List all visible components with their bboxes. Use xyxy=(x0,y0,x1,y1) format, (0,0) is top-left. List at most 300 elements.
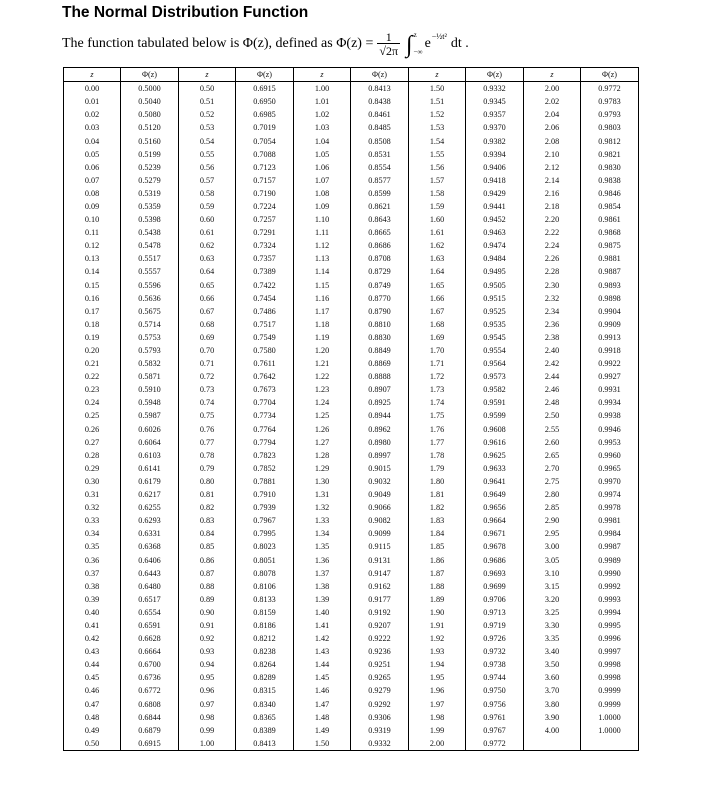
table-row xyxy=(64,357,639,370)
phi-value-cell: 0.8340 xyxy=(236,698,294,711)
z-value-cell: 1.61 xyxy=(409,226,466,239)
phi-value-cell: 0.9998 xyxy=(581,671,639,684)
z-value-cell: 1.88 xyxy=(409,580,466,593)
z-value-cell: 1.29 xyxy=(294,462,351,475)
phi-value-cell: 0.9990 xyxy=(581,567,639,580)
z-value-cell: 0.48 xyxy=(64,711,121,724)
phi-value-cell: 0.9821 xyxy=(581,148,639,161)
phi-value-cell: 0.7995 xyxy=(236,527,294,540)
lower-limit: −∞ xyxy=(413,48,423,56)
z-value-cell: 1.55 xyxy=(409,148,466,161)
z-value-cell: 1.42 xyxy=(294,632,351,645)
z-value-cell: 0.86 xyxy=(179,553,236,566)
z-value-cell: 1.84 xyxy=(409,527,466,540)
z-header: z xyxy=(409,68,466,82)
z-value-cell: 1.52 xyxy=(409,108,466,121)
z-value-cell: 0.71 xyxy=(179,357,236,370)
phi-value-cell: 0.9554 xyxy=(466,344,524,357)
z-value-cell: 1.45 xyxy=(294,671,351,684)
phi-value-cell: 0.9999 xyxy=(581,684,639,697)
table-row xyxy=(64,318,639,331)
phi-value-cell: 0.6064 xyxy=(121,436,179,449)
z-value-cell: 0.78 xyxy=(179,449,236,462)
table-row xyxy=(64,213,639,226)
z-header: z xyxy=(64,68,121,82)
table-row xyxy=(64,148,639,161)
phi-value-cell: 0.9192 xyxy=(351,606,409,619)
z-value-cell: 0.16 xyxy=(64,292,121,305)
z-value-cell: 1.49 xyxy=(294,724,351,737)
z-value-cell: 1.12 xyxy=(294,239,351,252)
phi-value-cell: 0.8980 xyxy=(351,436,409,449)
phi-value-cell: 0.8643 xyxy=(351,213,409,226)
phi-value-cell: 0.6628 xyxy=(121,632,179,645)
phi-value-cell: 0.9441 xyxy=(466,200,524,213)
z-value-cell: 1.23 xyxy=(294,383,351,396)
phi-value-cell: 0.9995 xyxy=(581,619,639,632)
z-value-cell: 0.63 xyxy=(179,252,236,265)
z-value-cell: 1.20 xyxy=(294,344,351,357)
phi-value-cell: 0.9099 xyxy=(351,527,409,540)
z-value-cell: 0.60 xyxy=(179,213,236,226)
z-value-cell: 0.91 xyxy=(179,619,236,632)
phi-value-cell: 0.9265 xyxy=(351,671,409,684)
table-row xyxy=(64,462,639,475)
z-value-cell: 2.02 xyxy=(524,95,581,108)
phi-value-cell: 0.9756 xyxy=(466,698,524,711)
z-value-cell: 1.44 xyxy=(294,658,351,671)
z-value-cell: 0.61 xyxy=(179,226,236,239)
z-value-cell: 0.05 xyxy=(64,148,121,161)
phi-value-cell: 0.9726 xyxy=(466,632,524,645)
z-value-cell: 0.82 xyxy=(179,501,236,514)
phi-value-cell: 0.9452 xyxy=(466,213,524,226)
z-value-cell: 3.60 xyxy=(524,671,581,684)
phi-value-cell: 0.7764 xyxy=(236,423,294,436)
z-value-cell: 0.22 xyxy=(64,370,121,383)
z-value-cell: 1.94 xyxy=(409,658,466,671)
z-value-cell: 1.43 xyxy=(294,645,351,658)
phi-value-cell: 0.9345 xyxy=(466,95,524,108)
phi-value-cell: 0.6736 xyxy=(121,671,179,684)
z-value-cell: 1.15 xyxy=(294,279,351,292)
phi-value-cell: 0.9783 xyxy=(581,95,639,108)
table-row xyxy=(64,121,639,134)
integral-sign: ∫ xyxy=(406,31,413,58)
phi-value-cell: 0.9236 xyxy=(351,645,409,658)
z-value-cell: 0.81 xyxy=(179,488,236,501)
phi-value-cell: 0.8264 xyxy=(236,658,294,671)
exponential-term xyxy=(424,32,447,52)
phi-value-cell: 0.8389 xyxy=(236,724,294,737)
phi-value-cell: 0.9147 xyxy=(351,567,409,580)
table-row xyxy=(64,292,639,305)
table-row xyxy=(64,226,639,239)
z-value-cell: 0.13 xyxy=(64,252,121,265)
z-value-cell: 0.87 xyxy=(179,567,236,580)
z-value-cell: 0.67 xyxy=(179,305,236,318)
z-value-cell: 3.70 xyxy=(524,684,581,697)
z-value-cell: 2.18 xyxy=(524,200,581,213)
phi-value-cell: 0.8907 xyxy=(351,383,409,396)
phi-value-cell: 0.7190 xyxy=(236,187,294,200)
phi-value-cell: 0.5398 xyxy=(121,213,179,226)
phi-value-cell: 0.9887 xyxy=(581,265,639,278)
z-value-cell: 0.97 xyxy=(179,698,236,711)
phi-value-cell: 0.9965 xyxy=(581,462,639,475)
z-value-cell: 1.56 xyxy=(409,161,466,174)
table-row xyxy=(64,658,639,671)
z-value-cell: 2.48 xyxy=(524,396,581,409)
integral-limits xyxy=(414,32,423,56)
phi-value-cell: 0.8708 xyxy=(351,252,409,265)
phi-value-cell: 0.7422 xyxy=(236,279,294,292)
z-value-cell: 1.63 xyxy=(409,252,466,265)
phi-value-cell: 0.8749 xyxy=(351,279,409,292)
phi-value-cell: 0.6915 xyxy=(236,82,294,96)
z-value-cell: 0.24 xyxy=(64,396,121,409)
phi-value-cell: 0.9931 xyxy=(581,383,639,396)
z-value-cell: 3.35 xyxy=(524,632,581,645)
z-value-cell: 1.50 xyxy=(294,737,351,751)
phi-value-cell: 0.8770 xyxy=(351,292,409,305)
phi-value-cell: 0.7257 xyxy=(236,213,294,226)
phi-value-cell: 0.8810 xyxy=(351,318,409,331)
phi-value-cell xyxy=(581,737,639,751)
table-row xyxy=(64,684,639,697)
phi-value-cell: 0.9875 xyxy=(581,239,639,252)
phi-value-cell: 0.7611 xyxy=(236,357,294,370)
page-title: The Normal Distribution Function xyxy=(62,4,309,21)
table-row xyxy=(64,134,639,147)
z-value-cell: 1.22 xyxy=(294,370,351,383)
phi-value-cell: 0.5596 xyxy=(121,279,179,292)
z-value-cell: 1.26 xyxy=(294,423,351,436)
table-row xyxy=(64,553,639,566)
phi-value-cell: 0.5714 xyxy=(121,318,179,331)
z-value-cell: 1.14 xyxy=(294,265,351,278)
phi-header: Φ(z) xyxy=(236,68,294,82)
z-value-cell: 1.70 xyxy=(409,344,466,357)
table-row xyxy=(64,252,639,265)
phi-value-cell: 0.5160 xyxy=(121,134,179,147)
z-value-cell: 1.73 xyxy=(409,383,466,396)
z-value-cell: 3.20 xyxy=(524,593,581,606)
phi-value-cell: 0.6443 xyxy=(121,567,179,580)
z-value-cell: 0.35 xyxy=(64,540,121,553)
phi-value-cell: 0.9222 xyxy=(351,632,409,645)
z-value-cell: 3.90 xyxy=(524,711,581,724)
differential: dt . xyxy=(450,36,469,51)
z-value-cell: 0.31 xyxy=(64,488,121,501)
table-row xyxy=(64,449,639,462)
phi-value-cell: 0.8888 xyxy=(351,370,409,383)
z-value-cell: 0.30 xyxy=(64,475,121,488)
z-value-cell: 1.53 xyxy=(409,121,466,134)
phi-value-cell: 0.9370 xyxy=(466,121,524,134)
z-value-cell: 1.03 xyxy=(294,121,351,134)
z-value-cell: 0.36 xyxy=(64,553,121,566)
z-value-cell: 1.95 xyxy=(409,671,466,684)
phi-value-cell: 0.5239 xyxy=(121,161,179,174)
z-value-cell: 3.10 xyxy=(524,567,581,580)
phi-value-cell: 0.5359 xyxy=(121,200,179,213)
z-value-cell: 3.50 xyxy=(524,658,581,671)
phi-value-cell: 0.9918 xyxy=(581,344,639,357)
z-value-cell: 1.64 xyxy=(409,265,466,278)
fraction-denominator: √2π xyxy=(379,44,399,58)
phi-value-cell: 0.9893 xyxy=(581,279,639,292)
z-value-cell: 1.01 xyxy=(294,95,351,108)
z-value-cell: 1.40 xyxy=(294,606,351,619)
phi-value-cell: 0.9032 xyxy=(351,475,409,488)
phi-value-cell: 0.9989 xyxy=(581,553,639,566)
phi-value-cell: 0.9429 xyxy=(466,187,524,200)
phi-value-cell: 0.9994 xyxy=(581,606,639,619)
z-value-cell: 1.74 xyxy=(409,396,466,409)
z-value-cell: 2.08 xyxy=(524,134,581,147)
z-value-cell: 1.81 xyxy=(409,488,466,501)
z-value-cell: 1.32 xyxy=(294,501,351,514)
phi-value-cell: 0.8790 xyxy=(351,305,409,318)
z-value-cell: 2.00 xyxy=(409,737,466,751)
phi-value-cell: 0.9846 xyxy=(581,187,639,200)
phi-value-cell: 0.6103 xyxy=(121,449,179,462)
phi-value-cell: 0.9946 xyxy=(581,423,639,436)
z-value-cell: 1.38 xyxy=(294,580,351,593)
phi-value-cell: 0.7549 xyxy=(236,331,294,344)
z-value-cell: 1.51 xyxy=(409,95,466,108)
phi-value-cell: 0.7088 xyxy=(236,148,294,161)
z-value-cell: 1.30 xyxy=(294,475,351,488)
z-value-cell: 1.83 xyxy=(409,514,466,527)
table-row xyxy=(64,645,639,658)
z-header: z xyxy=(179,68,236,82)
phi-value-cell: 0.9803 xyxy=(581,121,639,134)
z-value-cell: 1.59 xyxy=(409,200,466,213)
z-value-cell: 0.21 xyxy=(64,357,121,370)
phi-value-cell: 0.6368 xyxy=(121,540,179,553)
phi-value-cell: 0.9207 xyxy=(351,619,409,632)
phi-value-cell: 0.6915 xyxy=(121,737,179,751)
phi-value-cell: 0.9992 xyxy=(581,580,639,593)
phi-value-cell: 0.8051 xyxy=(236,553,294,566)
z-value-cell: 1.18 xyxy=(294,318,351,331)
phi-value-cell: 0.9998 xyxy=(581,658,639,671)
z-value-cell: 1.82 xyxy=(409,501,466,514)
z-value-cell: 0.15 xyxy=(64,279,121,292)
table-row xyxy=(64,698,639,711)
phi-value-cell: 0.9693 xyxy=(466,567,524,580)
table-row xyxy=(64,475,639,488)
phi-value-cell: 1.0000 xyxy=(581,711,639,724)
z-value-cell: 0.98 xyxy=(179,711,236,724)
phi-value-cell: 0.9927 xyxy=(581,370,639,383)
z-value-cell: 0.11 xyxy=(64,226,121,239)
z-value-cell: 0.92 xyxy=(179,632,236,645)
z-value-cell: 2.32 xyxy=(524,292,581,305)
table-row xyxy=(64,239,639,252)
phi-value-cell: 0.6141 xyxy=(121,462,179,475)
phi-value-cell: 0.9772 xyxy=(581,82,639,96)
phi-value-cell: 0.9251 xyxy=(351,658,409,671)
z-value-cell: 0.44 xyxy=(64,658,121,671)
z-value-cell: 1.85 xyxy=(409,540,466,553)
phi-value-cell: 0.8508 xyxy=(351,134,409,147)
phi-value-cell: 0.7939 xyxy=(236,501,294,514)
phi-value-cell: 0.6517 xyxy=(121,593,179,606)
z-value-cell: 0.90 xyxy=(179,606,236,619)
z-value-cell: 0.01 xyxy=(64,95,121,108)
z-value-cell: 2.06 xyxy=(524,121,581,134)
z-value-cell: 2.44 xyxy=(524,370,581,383)
z-value-cell: 0.99 xyxy=(179,724,236,737)
phi-value-cell: 0.5636 xyxy=(121,292,179,305)
phi-value-cell: 0.9868 xyxy=(581,226,639,239)
z-value-cell: 1.92 xyxy=(409,632,466,645)
phi-value-cell: 0.7734 xyxy=(236,409,294,422)
z-value-cell: 0.62 xyxy=(179,239,236,252)
phi-value-cell: 0.7389 xyxy=(236,265,294,278)
phi-value-cell: 0.6844 xyxy=(121,711,179,724)
z-value-cell: 1.31 xyxy=(294,488,351,501)
z-value-cell: 0.65 xyxy=(179,279,236,292)
table-row xyxy=(64,108,639,121)
phi-value-cell: 0.9854 xyxy=(581,200,639,213)
phi-value-cell: 0.6026 xyxy=(121,423,179,436)
phi-value-cell: 0.9279 xyxy=(351,684,409,697)
z-value-cell: 1.11 xyxy=(294,226,351,239)
phi-value-cell: 0.6554 xyxy=(121,606,179,619)
phi-value-cell: 0.7823 xyxy=(236,449,294,462)
z-value-cell: 0.89 xyxy=(179,593,236,606)
z-value-cell: 0.70 xyxy=(179,344,236,357)
phi-value-cell: 0.6879 xyxy=(121,724,179,737)
phi-value-cell: 0.6480 xyxy=(121,580,179,593)
table-row xyxy=(64,174,639,187)
z-value-cell: 2.22 xyxy=(524,226,581,239)
z-value-cell: 2.00 xyxy=(524,82,581,96)
z-value-cell: 1.69 xyxy=(409,331,466,344)
z-value-cell: 0.72 xyxy=(179,370,236,383)
phi-value-cell: 0.7357 xyxy=(236,252,294,265)
phi-value-cell: 0.8531 xyxy=(351,148,409,161)
phi-value-cell: 0.7517 xyxy=(236,318,294,331)
z-value-cell: 1.86 xyxy=(409,553,466,566)
phi-value-cell: 0.5910 xyxy=(121,383,179,396)
phi-value-cell: 0.8577 xyxy=(351,174,409,187)
phi-value-cell: 0.8212 xyxy=(236,632,294,645)
phi-value-cell: 0.6950 xyxy=(236,95,294,108)
phi-value-cell: 0.9913 xyxy=(581,331,639,344)
phi-value-cell: 0.5080 xyxy=(121,108,179,121)
z-value-cell: 3.25 xyxy=(524,606,581,619)
phi-value-cell: 0.8686 xyxy=(351,239,409,252)
z-value-cell xyxy=(524,737,581,751)
z-value-cell: 0.25 xyxy=(64,409,121,422)
table-row xyxy=(64,711,639,724)
phi-value-cell: 0.9505 xyxy=(466,279,524,292)
phi-value-cell: 0.7054 xyxy=(236,134,294,147)
z-value-cell: 0.27 xyxy=(64,436,121,449)
z-value-cell: 0.42 xyxy=(64,632,121,645)
z-value-cell: 0.38 xyxy=(64,580,121,593)
z-value-cell: 0.02 xyxy=(64,108,121,121)
z-value-cell: 0.76 xyxy=(179,423,236,436)
z-value-cell: 2.12 xyxy=(524,161,581,174)
z-value-cell: 1.33 xyxy=(294,514,351,527)
z-value-cell: 3.40 xyxy=(524,645,581,658)
phi-value-cell: 0.8729 xyxy=(351,265,409,278)
z-value-cell: 0.14 xyxy=(64,265,121,278)
z-value-cell: 1.65 xyxy=(409,279,466,292)
phi-value-cell: 0.9953 xyxy=(581,436,639,449)
z-value-cell: 2.65 xyxy=(524,449,581,462)
table-row xyxy=(64,514,639,527)
phi-value-cell: 0.9319 xyxy=(351,724,409,737)
z-value-cell: 2.10 xyxy=(524,148,581,161)
table-row xyxy=(64,396,639,409)
phi-value-cell: 0.8438 xyxy=(351,95,409,108)
phi-value-cell: 0.9406 xyxy=(466,161,524,174)
phi-value-cell: 0.9898 xyxy=(581,292,639,305)
table-row xyxy=(64,200,639,213)
z-value-cell: 0.45 xyxy=(64,671,121,684)
phi-header: Φ(z) xyxy=(351,68,409,82)
phi-value-cell: 0.8078 xyxy=(236,567,294,580)
phi-value-cell: 1.0000 xyxy=(581,724,639,737)
table-row xyxy=(64,423,639,436)
z-value-cell: 2.90 xyxy=(524,514,581,527)
z-value-cell: 0.49 xyxy=(64,724,121,737)
phi-value-cell: 0.9978 xyxy=(581,501,639,514)
phi-value-cell: 0.8413 xyxy=(351,82,409,96)
z-value-cell: 1.75 xyxy=(409,409,466,422)
phi-value-cell: 0.9649 xyxy=(466,488,524,501)
z-value-cell: 0.53 xyxy=(179,121,236,134)
phi-value-cell: 0.5871 xyxy=(121,370,179,383)
phi-value-cell: 0.9713 xyxy=(466,606,524,619)
z-value-cell: 1.19 xyxy=(294,331,351,344)
phi-value-cell: 0.6772 xyxy=(121,684,179,697)
table-row xyxy=(64,187,639,200)
z-value-cell: 1.13 xyxy=(294,252,351,265)
z-value-cell: 1.00 xyxy=(179,737,236,751)
phi-value-cell: 0.5199 xyxy=(121,148,179,161)
z-value-cell: 0.93 xyxy=(179,645,236,658)
z-value-cell: 0.54 xyxy=(179,134,236,147)
phi-value-cell: 0.5000 xyxy=(121,82,179,96)
phi-value-cell: 0.9162 xyxy=(351,580,409,593)
phi-value-cell: 0.8289 xyxy=(236,671,294,684)
z-value-cell: 0.73 xyxy=(179,383,236,396)
phi-value-cell: 0.9699 xyxy=(466,580,524,593)
z-value-cell: 1.98 xyxy=(409,711,466,724)
phi-value-cell: 0.8869 xyxy=(351,357,409,370)
phi-value-cell: 0.7881 xyxy=(236,475,294,488)
z-value-cell: 1.60 xyxy=(409,213,466,226)
z-value-cell: 0.10 xyxy=(64,213,121,226)
upper-limit: z xyxy=(413,31,417,39)
phi-value-cell: 0.9970 xyxy=(581,475,639,488)
z-value-cell: 1.07 xyxy=(294,174,351,187)
phi-value-cell: 0.8621 xyxy=(351,200,409,213)
phi-value-cell: 0.9616 xyxy=(466,436,524,449)
z-value-cell: 1.39 xyxy=(294,593,351,606)
z-value-cell: 1.36 xyxy=(294,553,351,566)
phi-value-cell: 0.9981 xyxy=(581,514,639,527)
table-row xyxy=(64,737,639,751)
